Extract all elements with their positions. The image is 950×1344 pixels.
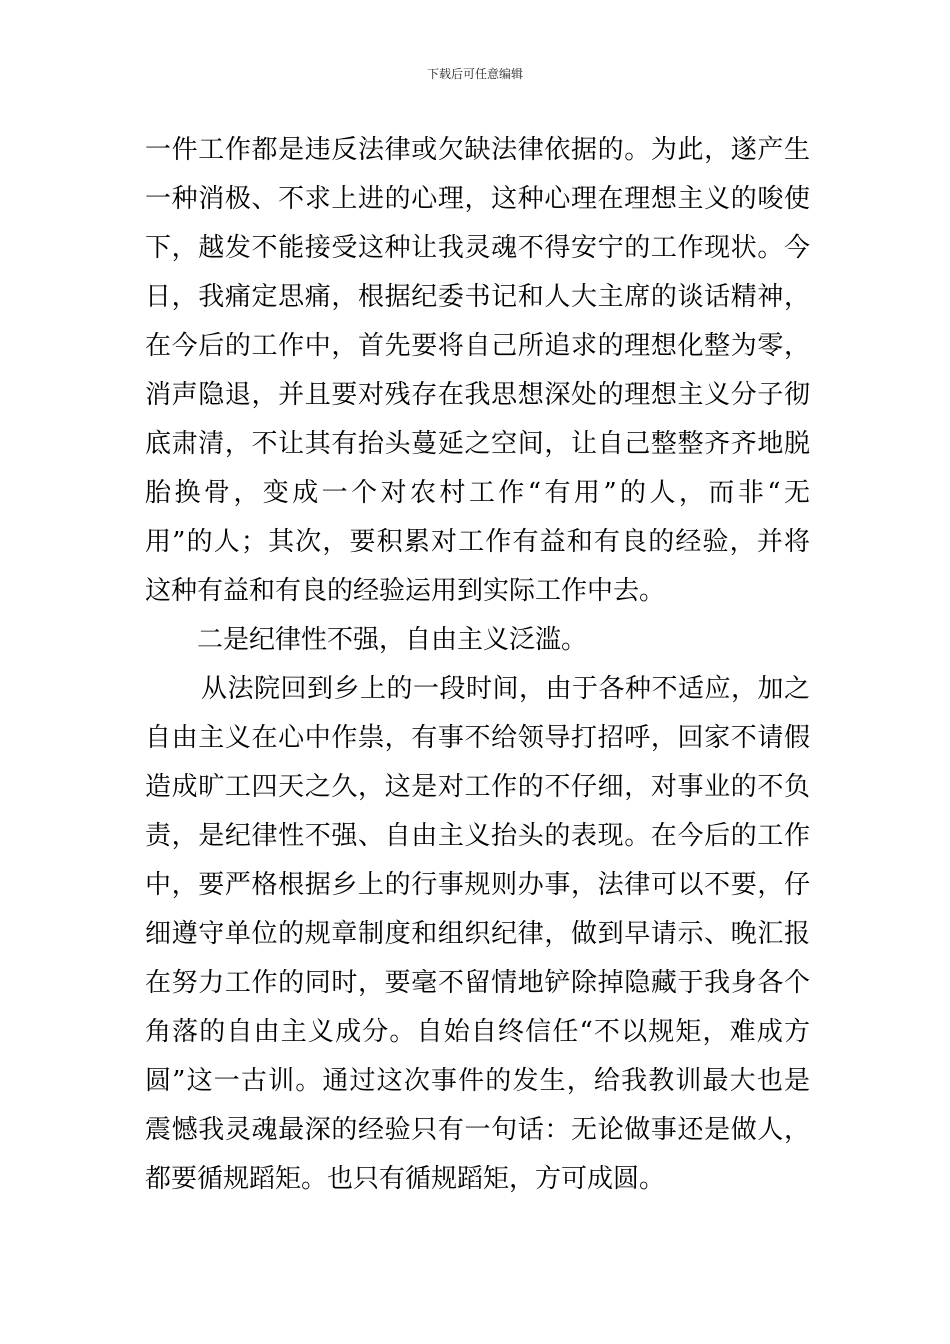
text-line: 一种消极、不求上进的心理，这种心理在理想主义的唆使 [145,184,810,214]
text-line: 圆”这一古训。通过这次事件的发生，给我教训最大也是 [145,1066,810,1096]
text-line: 在努力工作的同时，要毫不留情地铲除掉隐藏于我身各个 [145,968,810,998]
text-line: 一件工作都是违反法律或欠缺法律依据的。为此，遂产生 [145,135,810,165]
text-line: 下，越发不能接受这种让我灵魂不得安宁的工作现状。今 [145,233,810,263]
text-line: 都要循规蹈矩。也只有循规蹈矩，方可成圆。 [145,1164,666,1194]
text-line: 震憾我灵魂最深的经验只有一句话：无论做事还是做人， [145,1115,810,1145]
section-heading: 二是纪律性不强，自由主义泛滥。 [197,625,588,655]
text-line: 这种有益和有良的经验运用到实际工作中去。 [145,576,666,606]
document-body [145,126,810,1204]
text-line: 角落的自由主义成分。自始自终信任“不以规矩，难成方 [145,1017,810,1047]
paragraph-first-line: 从法院回到乡上的一段时间，由于各种不适应，加之 [201,674,810,704]
text-line: 消声隐退，并且要对残存在我思想深处的理想主义分子彻 [145,380,810,410]
text-line: 在今后的工作中，首先要将自己所追求的理想化整为零， [145,331,810,361]
page-header: 下载后可任意编辑 [426,67,523,81]
text-line: 自由主义在心中作祟，有事不给领导打招呼，回家不请假 [145,723,810,753]
text-line: 底肃清，不让其有抬头蔓延之空间，让自己整整齐齐地脱 [145,429,810,459]
text-line: 胎换骨，变成一个对农村工作“有用”的人，而非“无 [145,478,810,508]
text-line: 责，是纪律性不强、自由主义抬头的表现。在今后的工作 [145,821,810,851]
text-line: 用”的人；其次，要积累对工作有益和有良的经验，并将 [145,527,810,557]
text-line: 细遵守单位的规章制度和组织纪律，做到早请示、晚汇报 [145,919,810,949]
text-line: 中，要严格根据乡上的行事规则办事，法律可以不要，仔 [145,870,810,900]
text-line: 造成旷工四天之久，这是对工作的不仔细，对事业的不负 [145,772,810,802]
text-line: 日，我痛定思痛，根据纪委书记和人大主席的谈话精神， [145,282,810,312]
